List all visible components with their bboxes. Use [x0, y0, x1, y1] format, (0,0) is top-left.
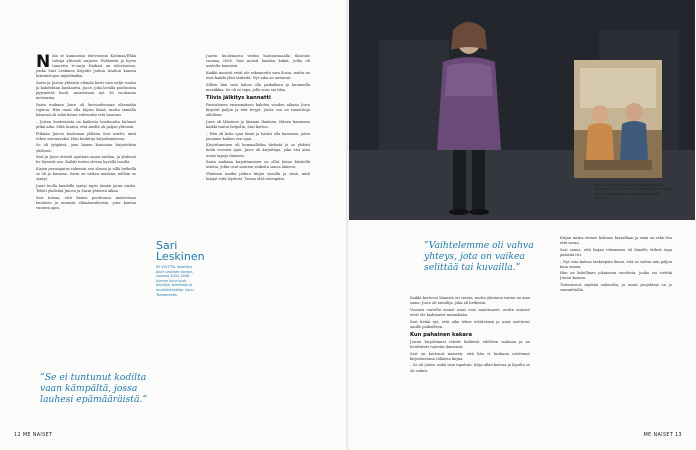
section-subhead: Tiivis jälkitys kannatti [206, 94, 271, 101]
body-paragraph: Sarin mukaan kirjoittaminen on ollut keino käsitellä asioita, jotka ovat muuten vaikeita sanoa ääneen. [206, 160, 310, 170]
photo-caption: Sari ja Juice matkustelivat paljon yhdessä. Kuvassa he ovat Juicen synnyinkodissa vuonna 2004. Juicen kotiseutu oli hänelle tärkeä paikka. [594, 183, 672, 201]
profile-bio: 62 VUOTTA. Avioliitto Juice Leskisen kanssa vuosina 2004–2006, kunnes Juice kuoli. Kirjailija, toimittaja ja musiikkikirjailija. Asuu Tampereella. [156, 265, 194, 297]
left-column-2 [206, 54, 310, 184]
right-column-2 [560, 236, 672, 295]
body-paragraph: äin se kannustaa televisiosta Kotimaa/Ehkä tuttuja yhteisiä sarjasta. Pulitzerin ja hyvin tunnettu tv-sarja Haihari on televisiossa, jonka Sari Leskinen kirjoitti Joulun Availun kanssa lukemistojen näytelmäksi. [36, 54, 136, 79]
left-folio: 12 ME NAISET [14, 433, 53, 438]
body-paragraph: Parisuhteen ensimmäisen kahden vuoden aikana Juice kirjoitti paljon ja teki levyjä, joista osa on tunnettuja edelleen. [206, 102, 310, 118]
body-paragraph: – Se oli jotain, mikä vain tapahtui. Kirja alkoi kasvaa ja lopulta se oli valmis. [410, 363, 530, 373]
right-folio: ME NAISET 13 [643, 433, 682, 438]
body-paragraph: Juuri tuolla kaudella syntyi myös tämän jutun runko. Teksti yhdistää Juicen ja Sarin yhteistä aikaa. [36, 183, 136, 193]
body-paragraph: Hän on kiitollinen jokaisesta vuodesta, jonka sai viettää Juicen kanssa. [560, 271, 672, 281]
left-column-1 [36, 54, 136, 213]
body-paragraph: Kirjoittaminen oli kummallekin tärkeää ja se yhdisti heitä vuosien ajan. Juice oli kirjoittaja, joka etsi aina uusia tapoja ilmaista. [206, 143, 310, 158]
body-paragraph: Sarin ja Juicen yhteistä elämää kesti vain neljä vuotta ja kahdeksan kuukautta. Juice, joka lavalla puolisonsa pyynnöstä kuoli, muistetaan nyt 56 vuotiaana mestarina. [36, 81, 136, 101]
body-paragraph: – Hän oli koko ajan läsnä ja halusi olla kanssani, joten jaoimme kaiken sen ajan. [206, 131, 310, 141]
body-paragraph: – Juicen kuolemasta on kaikesta huolimatta kulunut pitkä aika. Siltä tuntuu, että meillä oli paljon yhteistä. [36, 119, 136, 129]
body-paragraph: Sari tietää nyt, että aika tekee tehtävänsä ja asiat asettuvat omille paikoilleen. [410, 319, 530, 329]
body-paragraph: Yhteinen matka jatkuu kirjan sivuilla ja siinä, mitä lukijat siitä löytävät. Tarina elää eteenpäin. [206, 172, 310, 182]
drop-cap: N [36, 52, 51, 72]
body-paragraph: Juicen kirjoittamat tekstit kulkevat edelleen mukana ja ne herättävät tunteita ihmisissä. [410, 339, 530, 349]
body-paragraph: Sari toteaa, että hänen puolisonsa muistetaan lauluista ja monista elämänvaiheista, joita kantaa vuosien ajan. [36, 195, 136, 210]
pull-quote-left: ”Se ei tuntunut kodilta vaan kämpältä, jossa lauhesi epämääräistä.” [40, 372, 148, 405]
body-paragraph: Kaikki kertovat hänestä eri tavoin, mutta yhteinen tarina on aina sama: Juice oli taiteilija, joka eli hetkessä. [410, 296, 530, 306]
body-paragraph: Sarin mukaan Juice oli luovuudessaan eläessään rajaton. Hän osasi olla täysin läsnä, mutta samalla hänessä oli sekä kovaa vahvuutta että hauraus. [36, 103, 136, 118]
body-paragraph: Se oli työpäivä, jona hänen kanssaan kirjoitettiin yhdessä. [36, 143, 136, 153]
body-paragraph: Juicen kuolemasta vietiin hautausmaalla tilaisuus vuonna 2004. Sari muisti haudan kukat, jotka oli aseteltu kauniisti. [206, 54, 310, 69]
body-paragraph: Sari sanoo, että kirjan tekeminen oli hänelle tärkeä tapa päästää irti. [560, 247, 672, 257]
body-paragraph: Pitkään Juicen kuoleman jälkeen Sari mietti, mitä tekee seuraavaksi. Hän keskittyi kirjoittamiseen. [36, 131, 136, 141]
body-paragraph: Kirjan perusajatus rakentui sen alussa ja sillä hetkellä se oli jo kasassa. Sarin on vaikea muistaa, milloin se syntyi. [36, 167, 136, 182]
right-column-1 [410, 296, 530, 375]
body-paragraph: Tulevaisuus näyttää valoisalta, ja uusia projekteja on jo suunnitteilla. [560, 283, 672, 293]
profile-sidebar [156, 239, 205, 297]
profile-name-last: Leskinen [156, 250, 205, 263]
body-paragraph: Kaikki muistot eivät ole rakennettu vain ilosta, mutta ne ovat kaikki yhtä tärkeitä. Nyt aika on auttanut. [206, 70, 310, 80]
body-paragraph: Vuosien varrella monet asiat ovat muuttuneet, mutta muistot eivät ole kadonneet minnekään. [410, 307, 530, 317]
section-subhead: Kun pahainen kakara [410, 331, 472, 338]
body-paragraph: Sari ja Juice etsivät ajoittain omaa rauhaa, ja yhdessä he löysivät sen. Kaikki tuntui olevan hyvällä tavalla. [36, 155, 136, 165]
couple-photo [574, 60, 662, 178]
body-paragraph: Kirjan tarina etenee kohtaus kerrallaan ja siinä on sekä iloa että surua. [560, 236, 672, 246]
body-paragraph: Silloin hän vain halusi olla paikallaan ja kuunnella musiikkia. Se oli se tapa, jolla suru sai tilaa. [206, 82, 310, 92]
pull-quote-right: ”Vaihtelemme oli vahva yhteys, jota on vaikea selittää tai kuvailla.” [424, 240, 534, 273]
profile-name-first: Sari [156, 239, 178, 252]
couple-illustration [574, 60, 662, 178]
body-paragraph: – Nyt voin katsoa taaksepäin ilman, että se sattuu niin paljon kuin ennen. [560, 259, 672, 269]
body-paragraph: Juice oli läheinen ja lämmin ihminen. Hänen kanssaan kaikki tuntui helpolta, Sari kertoo. [206, 119, 310, 129]
body-paragraph: Sari on kertonut monesti, että hän ei koskaan odottanut kirjoittavansa tällaista kirjaa. [410, 351, 530, 361]
